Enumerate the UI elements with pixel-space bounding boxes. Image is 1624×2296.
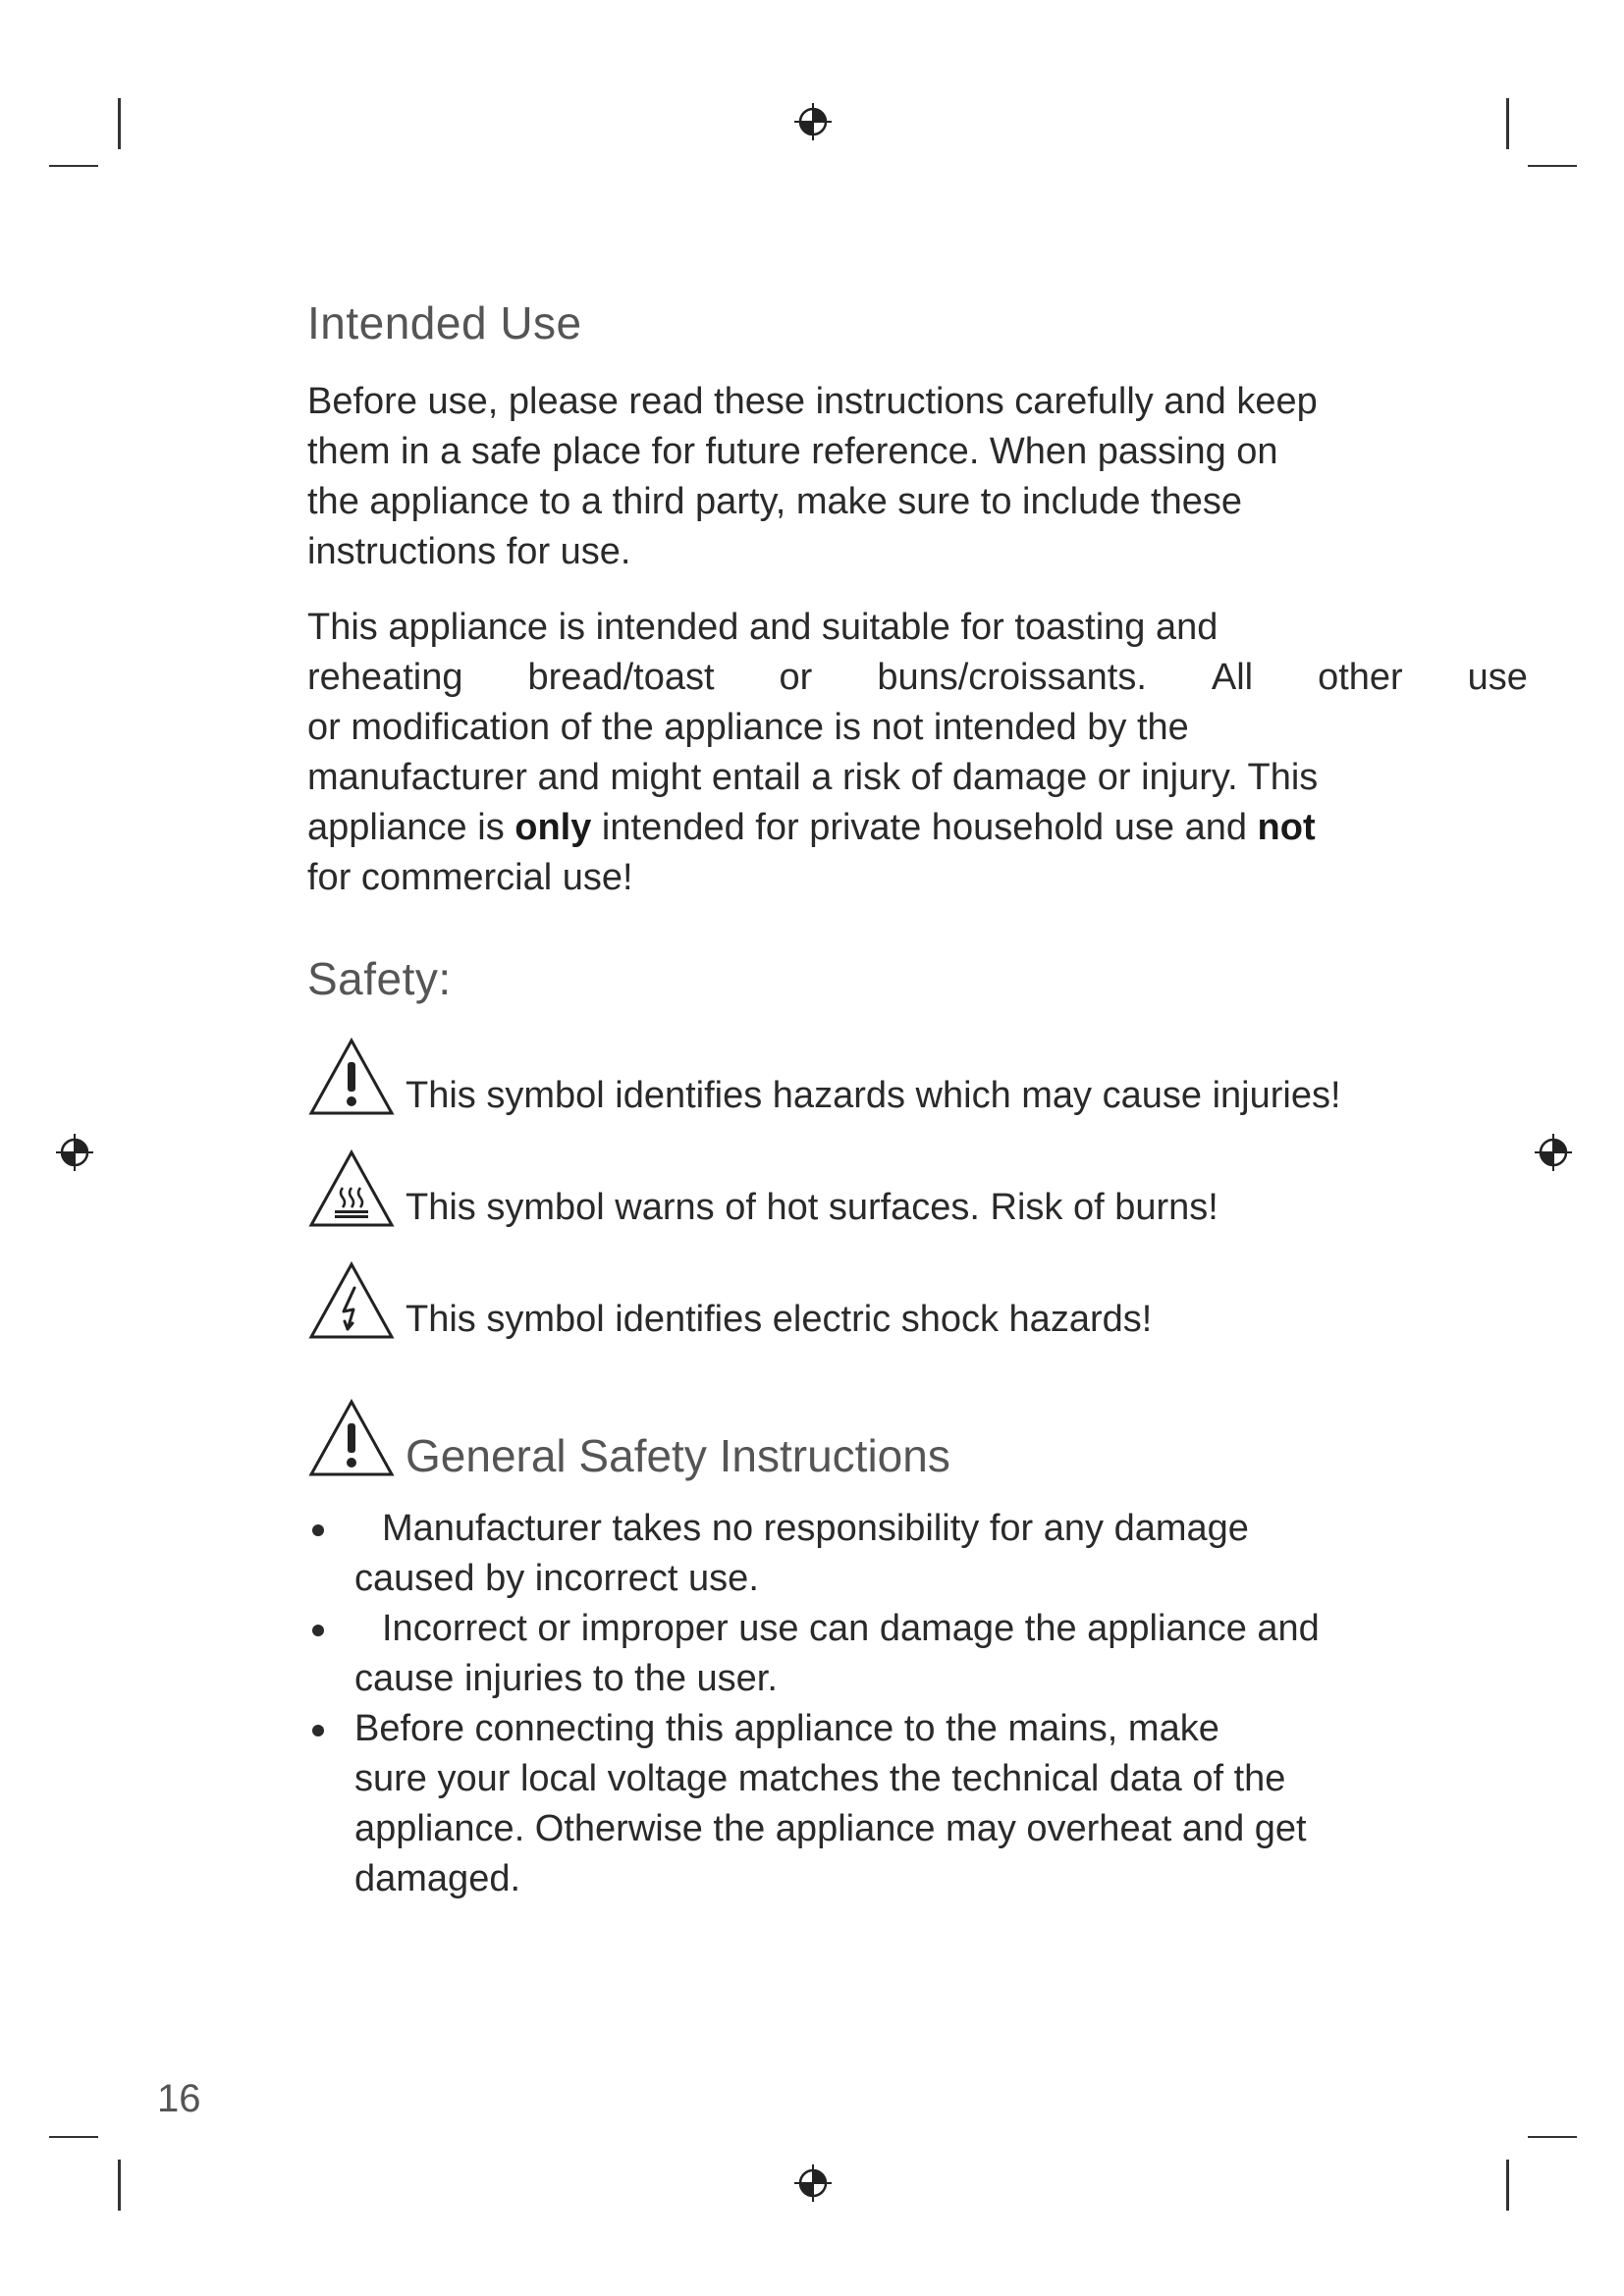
- symbol-description: This symbol identifies electric shock hazards!: [406, 1299, 1153, 1340]
- symbol-description: This symbol identifies hazards which may cause injuries!: [406, 1075, 1341, 1116]
- text-line: instructions for use.: [307, 531, 631, 572]
- list-item: [307, 1604, 1397, 1704]
- crop-mark: [49, 165, 98, 167]
- crop-mark: [1506, 2160, 1509, 2211]
- crop-mark: [118, 2160, 121, 2211]
- text-line: damaged.: [354, 1858, 521, 1899]
- text-line: Manufacturer takes no responsibility for any damage: [382, 1508, 1249, 1549]
- word: other: [1318, 657, 1403, 698]
- text-line: Incorrect or improper use can damage the appliance and: [382, 1608, 1320, 1649]
- hot-surface-icon: [307, 1148, 396, 1229]
- text-line: manufacturer and might entail a risk of damage or injury. This: [307, 757, 1319, 798]
- bullet-icon: [312, 1725, 324, 1736]
- registration-mark-icon: [55, 1133, 94, 1172]
- safety-heading: Safety:: [307, 953, 452, 1004]
- word: reheating: [307, 657, 463, 698]
- text-fragment: intended for private household use and: [591, 807, 1258, 848]
- electric-shock-icon: [307, 1260, 396, 1341]
- text-line: [307, 803, 1397, 853]
- crop-mark: [118, 98, 121, 149]
- text-line: cause injuries to the user.: [354, 1658, 778, 1699]
- text-line: Before connecting this appliance to the mains, make: [354, 1708, 1219, 1749]
- text-line: for commercial use!: [307, 857, 633, 898]
- bullet-icon: [312, 1524, 324, 1536]
- registration-mark-icon: [793, 102, 833, 141]
- emphasis-only: only: [514, 807, 592, 848]
- intended-use-paragraph-1: [307, 377, 1397, 577]
- text-line: Before use, please read these instructions carefully and keep: [307, 381, 1318, 422]
- word: buns/croissants.: [877, 657, 1147, 698]
- word: use: [1467, 657, 1528, 698]
- crop-mark: [49, 2136, 98, 2138]
- symbol-row: [307, 1141, 1218, 1229]
- bullet-icon: [312, 1625, 324, 1636]
- word: All: [1211, 657, 1254, 698]
- warning-exclamation-icon: [307, 1398, 396, 1478]
- general-safety-heading-row: [307, 1390, 950, 1481]
- warning-exclamation-icon: [307, 1037, 396, 1117]
- intended-use-paragraph-2: [307, 603, 1528, 903]
- text-line: caused by incorrect use.: [354, 1558, 759, 1599]
- text-line: the appliance to a third party, make sure to include these: [307, 481, 1242, 522]
- symbol-row: [307, 1253, 1152, 1341]
- text-line: sure your local voltage matches the technical data of the: [354, 1758, 1286, 1799]
- general-safety-heading: General Safety Instructions: [406, 1430, 950, 1481]
- text-line: them in a safe place for future reference. When passing on: [307, 431, 1278, 472]
- general-safety-list: [307, 1504, 1397, 1904]
- text-line: or modification of the appliance is not intended by the: [307, 707, 1189, 748]
- text-fragment: appliance is: [307, 807, 515, 848]
- text-line: This appliance is intended and suitable for toasting and: [307, 607, 1218, 648]
- list-item: [307, 1704, 1397, 1904]
- symbol-row: [307, 1029, 1341, 1117]
- word: bread/toast: [527, 657, 715, 698]
- text-line: appliance. Otherwise the appliance may overheat and get: [354, 1808, 1307, 1849]
- emphasis-not: not: [1257, 807, 1316, 848]
- crop-mark: [1528, 165, 1577, 167]
- justified-line: [307, 653, 1528, 703]
- crop-mark: [1506, 98, 1509, 149]
- list-item: [307, 1504, 1397, 1604]
- intended-use-heading: Intended Use: [307, 297, 582, 348]
- registration-mark-icon: [793, 2163, 833, 2203]
- registration-mark-icon: [1534, 1133, 1573, 1172]
- word: or: [779, 657, 813, 698]
- page-number: 16: [157, 2077, 201, 2120]
- symbol-description: This symbol warns of hot surfaces. Risk of burns!: [406, 1187, 1218, 1228]
- crop-mark: [1528, 2136, 1577, 2138]
